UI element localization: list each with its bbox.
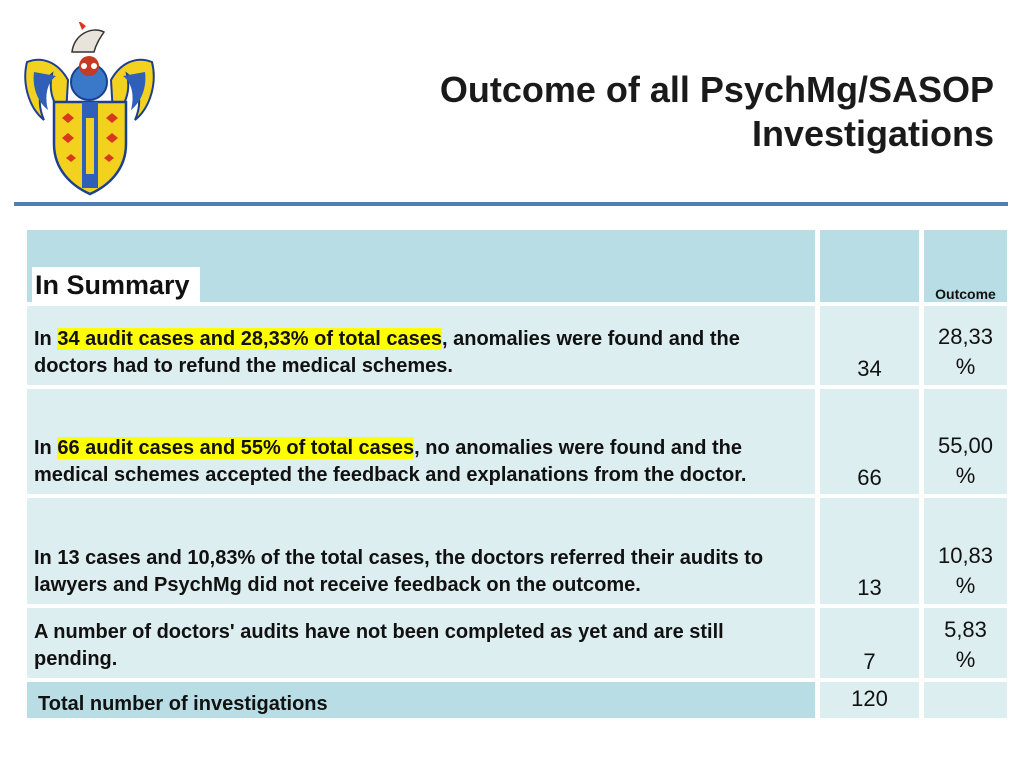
row-text-highlight: 66 audit cases and 55% of total cases (57, 437, 415, 459)
total-count-cell (820, 682, 919, 718)
title-divider (14, 202, 1008, 206)
page-title-line-2: Investigations (751, 113, 994, 154)
row-outcome-sign: % (955, 647, 976, 672)
row-outcome-sign: % (955, 463, 976, 488)
table-row (27, 608, 815, 678)
header-description-cell (27, 230, 815, 302)
row-count-cell (820, 389, 919, 494)
outcome-header: Outcome (935, 286, 996, 302)
page-title-line-1: Outcome of all PsychMg/SASOP (439, 69, 994, 110)
page-title (354, 68, 994, 156)
row-text-rest: , no anomalies were found and the medical schemes accepted the feedback and explanations from the doctor. (34, 437, 747, 486)
row-count-cell (820, 498, 919, 604)
row-description (34, 435, 805, 489)
row-count-cell (820, 306, 919, 385)
row-outcome-cell (924, 306, 1007, 385)
row-count: 13 (857, 575, 882, 600)
row-outcome-cell (924, 498, 1007, 604)
summary-label: In Summary (32, 267, 200, 302)
row-outcome (924, 431, 1007, 491)
row-outcome-cell (924, 608, 1007, 678)
row-description (34, 326, 805, 380)
row-text-highlight: 34 audit cases and 28,33% of total cases (57, 328, 442, 350)
header-outcome-cell (924, 230, 1007, 302)
row-outcome-value: 55,00 (937, 433, 994, 458)
row-description: A number of doctors' audits have not been completed as yet and are still pending. (34, 621, 724, 670)
row-outcome (924, 541, 1007, 601)
row-count: 34 (857, 356, 882, 381)
row-count: 7 (863, 649, 876, 674)
row-outcome-value: 10,83 (937, 543, 994, 568)
row-text-rest: , anomalies were found and the doctors had to refund the medical schemes. (34, 328, 740, 377)
table-row (27, 389, 815, 494)
total-label: Total number of investigations (38, 693, 328, 715)
row-outcome (924, 615, 1007, 675)
row-text-prefix: In (34, 328, 58, 350)
row-outcome-value: 28,33 (937, 324, 994, 349)
summary-table (27, 230, 1007, 720)
total-outcome-cell (924, 682, 1007, 718)
table-row (27, 306, 815, 385)
row-outcome-cell (924, 389, 1007, 494)
row-description: In 13 cases and 10,83% of the total cases, the doctors referred their audits to lawyers and PsychMg did not receive feedback on the outcome. (34, 547, 764, 596)
total-row (27, 682, 815, 718)
row-text-prefix: In (34, 437, 58, 459)
row-outcome-sign: % (955, 354, 976, 379)
row-outcome-sign: % (955, 573, 976, 598)
row-count-cell (820, 608, 919, 678)
row-outcome (924, 322, 1007, 382)
header-count-cell (820, 230, 919, 302)
coat-of-arms-logo (22, 22, 157, 197)
row-count: 66 (857, 465, 882, 490)
total-count: 120 (851, 686, 888, 711)
row-outcome-value: 5,83 (944, 617, 987, 642)
table-row (27, 498, 815, 604)
